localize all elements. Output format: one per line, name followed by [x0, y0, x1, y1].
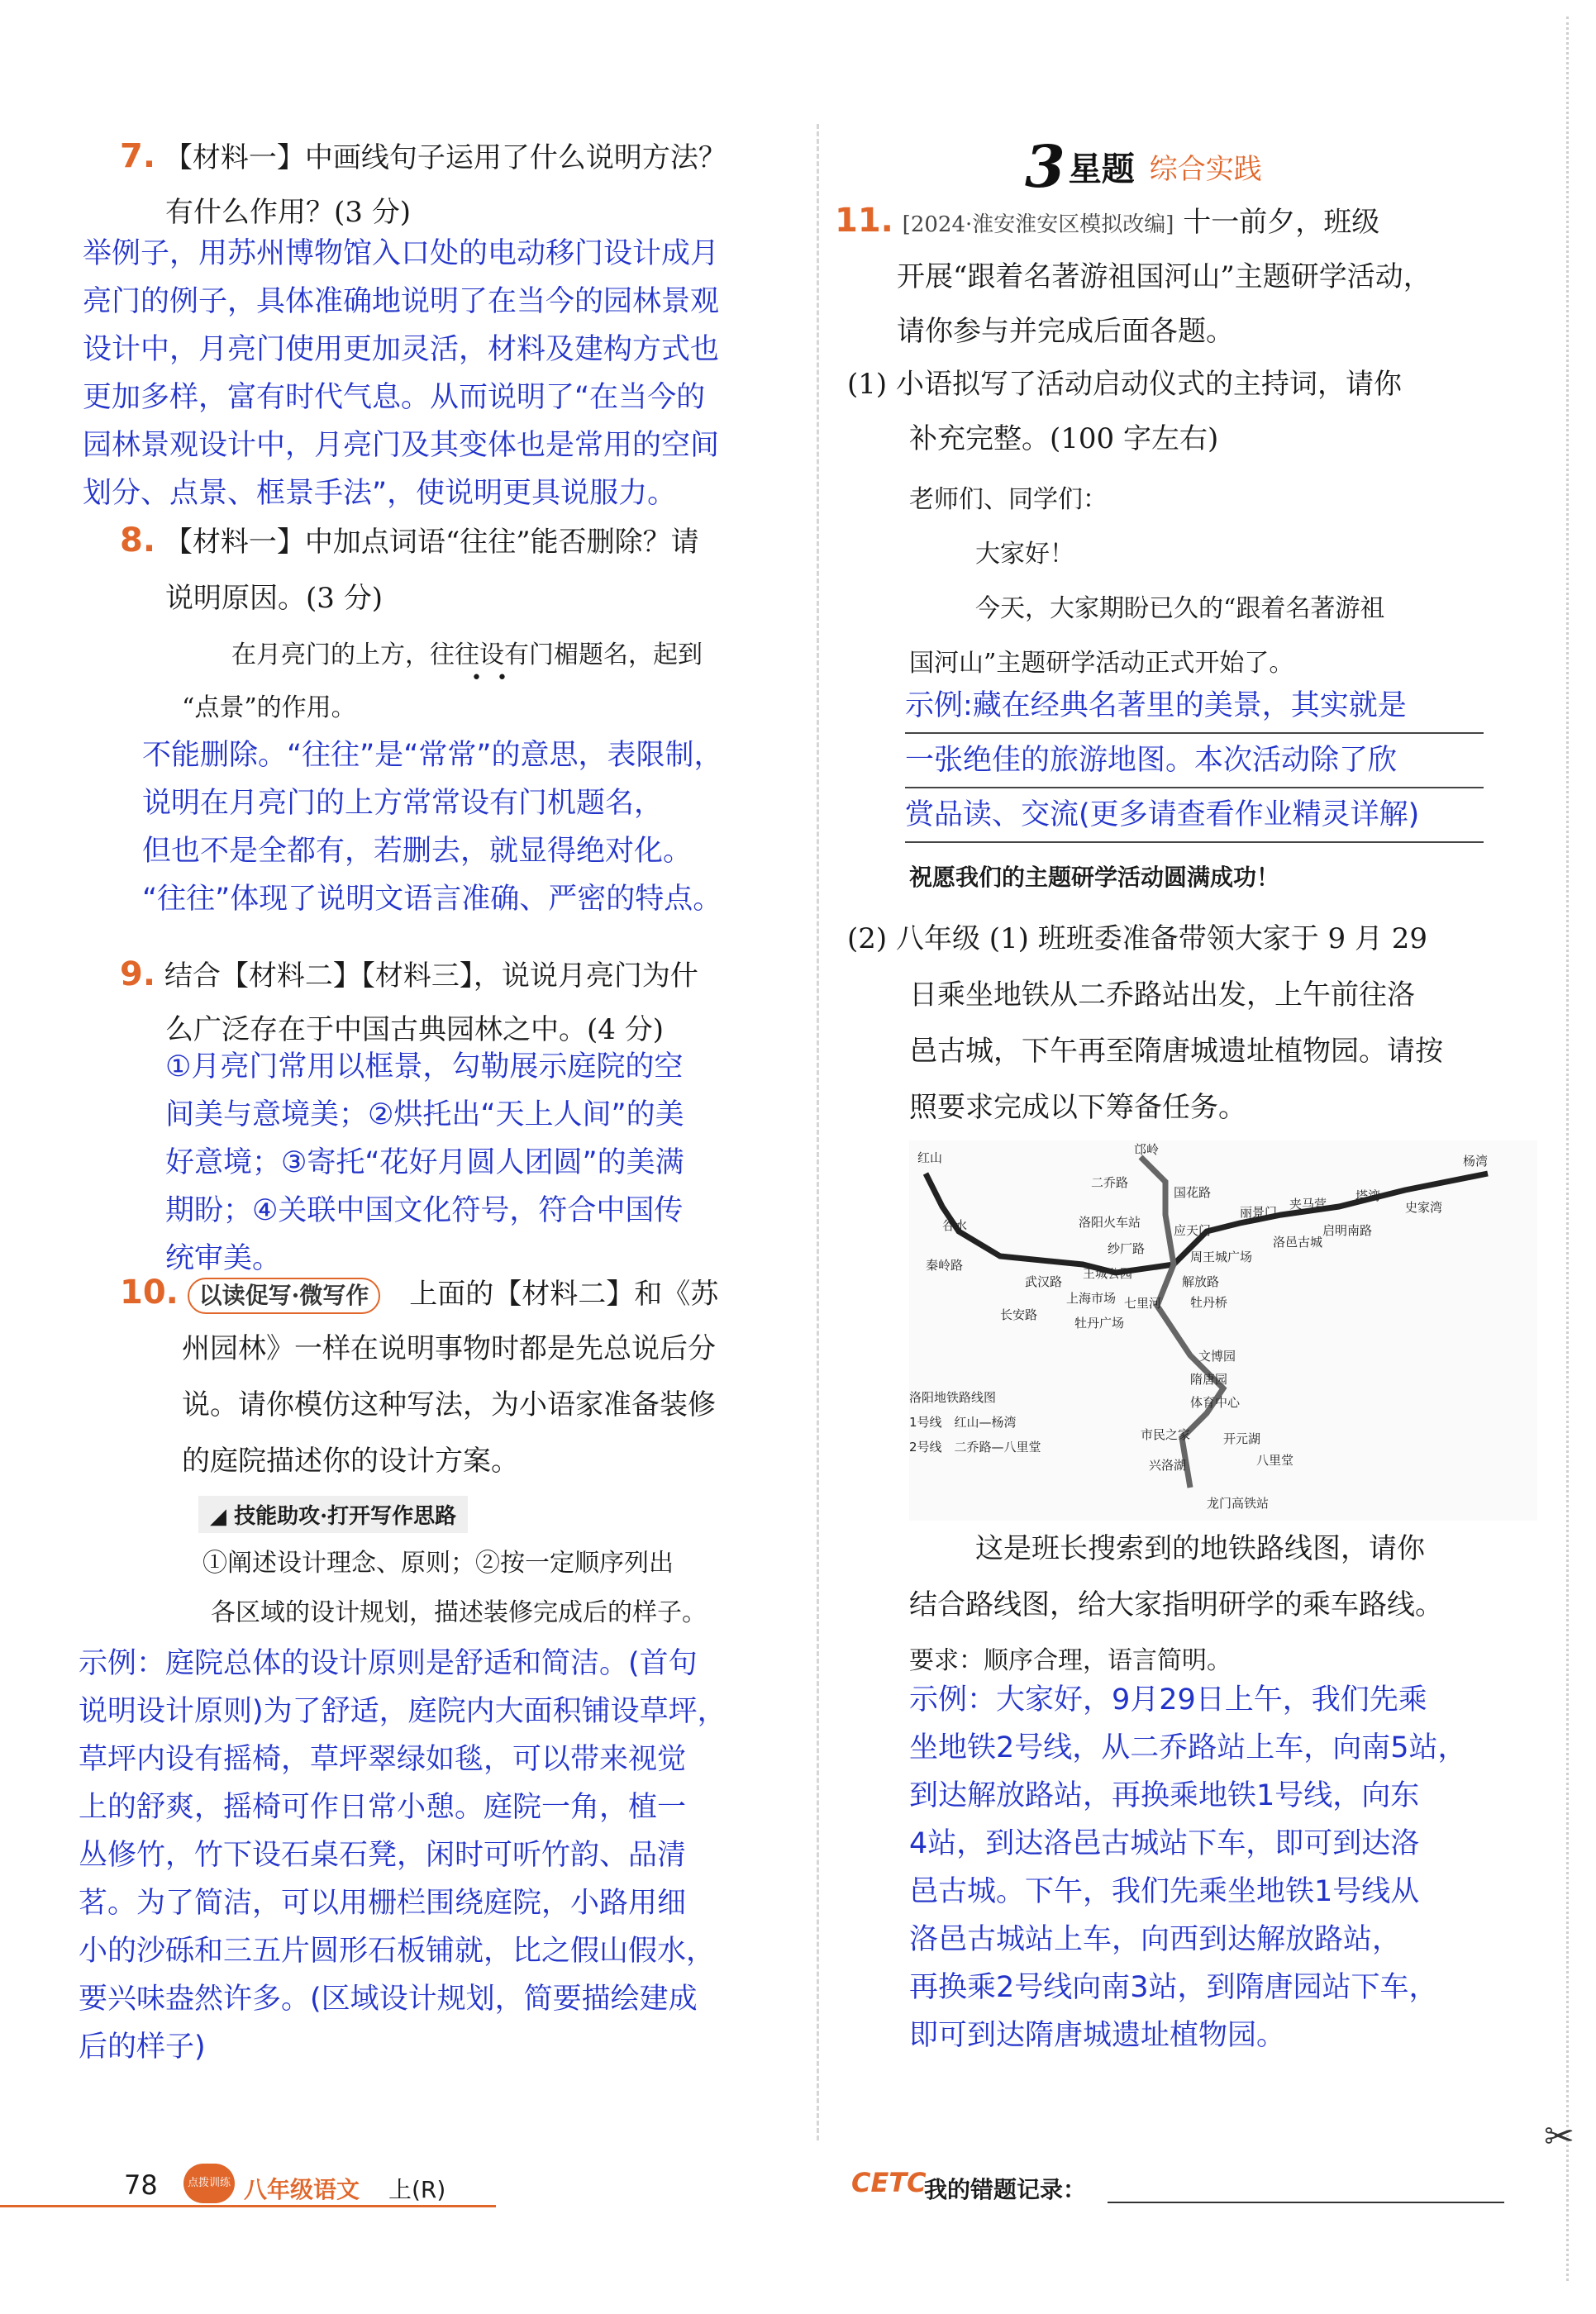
q11-answer: [909, 1676, 1537, 2059]
footer-brand: CETC: [851, 2167, 927, 2198]
answer-line: 说明在月亮门的上方常常设有门机题名，: [142, 787, 664, 820]
station-label: 周王城广场: [1190, 1250, 1253, 1264]
footer-term: 上(R): [388, 2176, 446, 2203]
q11-part-2: [847, 911, 1443, 1136]
quote-line-2: “点景”的作用。: [182, 693, 356, 722]
answer-line: 4站，到达洛邑古城站下车，即可到达洛: [909, 1827, 1420, 1860]
question-9: [120, 946, 698, 1004]
station-label: 启明南路: [1322, 1223, 1373, 1238]
q8-number: 8.: [120, 521, 156, 559]
station-label: 夹马营: [1289, 1197, 1327, 1212]
station-label: 丽景门: [1240, 1205, 1278, 1220]
answer-line: 园林景观设计中，月亮门及其变体也是常用的空间: [83, 429, 720, 462]
q10-tag: 以读促写·微写作: [188, 1278, 381, 1314]
map-title: 洛阳地铁路线图: [909, 1390, 997, 1405]
answer-line: 但也不是全都有，若删去，就显得绝对化。: [142, 835, 693, 868]
speech-answer: [905, 679, 1484, 843]
station-label: 秦岭路: [926, 1258, 964, 1273]
speech-line: 国河山”主题研学活动正式开始了。: [909, 649, 1294, 678]
answer-line: 到达解放路站，再换乘地铁1号线，向东: [909, 1779, 1420, 1812]
q10-line: 州园林》一样在说明事物时都是先总说后分: [182, 1332, 716, 1365]
answer-line: 茗。为了简洁，可以用栅栏围绕庭院，小路用细: [79, 1887, 687, 1920]
answer-line: 统审美。: [165, 1242, 282, 1275]
station-label: 洛阳火车站: [1079, 1215, 1141, 1230]
question-7: [120, 128, 727, 186]
question-10: [120, 1264, 718, 1322]
map-legend-1: 1号线 红山—杨湾: [909, 1415, 1017, 1430]
station-label: 塔湾: [1355, 1188, 1381, 1203]
q7-number: 7.: [120, 137, 156, 175]
station-label: 市民之家: [1141, 1427, 1191, 1442]
skill-header: [198, 1496, 468, 1533]
station-label: 龙门高铁站: [1207, 1496, 1270, 1511]
station-label: 七里河: [1124, 1296, 1162, 1311]
station-label: 八里堂: [1256, 1453, 1294, 1468]
part2-line: 邑古城，下午再至隋唐城遗址植物园。请按: [909, 1035, 1443, 1068]
station-label: 开元湖: [1223, 1431, 1261, 1446]
station-label: 史家湾: [1405, 1200, 1443, 1215]
station-label: 应天门: [1174, 1223, 1212, 1238]
part2-line: 日乘坐地铁从二乔路站出发，上午前往洛: [909, 978, 1415, 1012]
record-blank: [1108, 2202, 1504, 2203]
answer-line: 即可到达隋唐城遗址植物园。: [909, 2019, 1286, 2052]
q11-line: 开展“跟着名著游祖国河山”主题研学活动，: [897, 260, 1432, 293]
scissors-icon: ✂: [1544, 2116, 1575, 2158]
answer-line: 后的样子): [79, 2031, 206, 2064]
skill-line: ①阐述设计理念、原则；②按一定顺序列出: [202, 1549, 674, 1578]
after-map-line: 要求：顺序合理，语言简明。: [909, 1646, 1232, 1675]
station-label: 武汉路: [1025, 1274, 1063, 1289]
station-label: 纱厂路: [1108, 1241, 1146, 1256]
station-label: 解放路: [1182, 1274, 1220, 1289]
q11-source: [2024·淮安淮安区模拟改编]: [902, 212, 1174, 237]
answer-line: 示例：庭院总体的设计原则是舒适和简洁。(首句: [79, 1647, 698, 1680]
q11-line: 请你参与并完成后面各题。: [897, 315, 1234, 348]
answer-line: 洛邑古城站上车，向西到达解放路站，: [909, 1923, 1402, 1956]
speech-line: 大家好！: [975, 540, 1074, 569]
answer-line: 期盼；④关联中国文化符号，符合中国传: [165, 1194, 684, 1227]
q10-number: 10.: [120, 1274, 179, 1312]
answer-line: 说明设计原则)为了舒适，庭院内大面积铺设草坪，: [79, 1695, 727, 1728]
page-number: 78: [124, 2169, 158, 2201]
station-label: 王城公园: [1083, 1266, 1133, 1281]
q9-text-1: 结合【材料二】【材料三】，说说月亮门为什: [164, 959, 698, 993]
section-subtitle: 综合实践: [1149, 153, 1262, 186]
cut-line: [1566, 17, 1569, 2281]
station-label: 隋唐园: [1190, 1372, 1228, 1387]
q8-text-1: 【材料一】中加点词语“往往”能否删除？请: [164, 526, 699, 559]
answer-line: 草坪内设有摇椅，草坪翠绿如毯，可以带来视觉: [79, 1743, 687, 1776]
speech-line: 老师们、同学们：: [909, 485, 1108, 514]
q9-text-2: 么广泛存在于中国古典园林之中。(4 分): [165, 1013, 664, 1046]
footer-record: 我的错题记录：: [924, 2176, 1087, 2203]
station-label: 长安路: [1000, 1307, 1038, 1322]
after-map-line: 结合路线图，给大家指明研学的乘车路线。: [909, 1588, 1443, 1621]
question-11: [835, 193, 1379, 253]
skill-text: [202, 1539, 707, 1638]
q10-line: 说。请你模仿这种写法，为小语家准备装修: [182, 1388, 716, 1421]
metro-map: [909, 1140, 1537, 1521]
q7-text-2: 有什么作用？(3 分): [165, 196, 411, 229]
answer-line: “往往”体现了说明文语言准确、严密的特点。: [142, 883, 722, 916]
answer-line: 赏品读、交流(更多请查看作业精灵详解): [905, 788, 1484, 843]
footer-badge: 点拨训练: [183, 2164, 235, 2203]
part1-line: (1) 小语拟写了活动启动仪式的主持词，请你: [847, 368, 1402, 401]
q9-number: 9.: [120, 955, 156, 993]
answer-line: 要兴味盎然许多。(区域设计规划，简要描绘建成: [79, 1983, 698, 2016]
answer-line: 举例子，用苏州博物馆入口处的电动移门设计成月: [83, 237, 720, 270]
station-label: 体育中心: [1190, 1395, 1241, 1410]
speech-end: 祝愿我们的主题研学活动圆满成功！: [909, 864, 1280, 891]
q11-text-1: 十一前夕，班级: [1183, 206, 1380, 239]
question-8: [120, 512, 699, 570]
section-title: 星题: [1068, 150, 1135, 188]
speech: [909, 473, 1384, 691]
q7-answer: [83, 230, 810, 517]
station-label: 国花路: [1174, 1185, 1212, 1200]
station-label: 洛邑古城: [1273, 1235, 1323, 1250]
q10-line: 的庭院描述你的设计方案。: [182, 1445, 519, 1478]
q11-part-1: [847, 357, 1402, 466]
answer-line: 示例：大家好，9月29日上午，我们先乘: [909, 1683, 1427, 1716]
q10-text-rest: [182, 1321, 716, 1489]
column-divider: [817, 124, 819, 2140]
footer-rule: [0, 2205, 496, 2207]
after-map: [909, 1521, 1443, 1689]
emphasis-dots: ••: [471, 668, 522, 688]
station-label: 牡丹广场: [1074, 1316, 1125, 1331]
part1-line: 补充完整。(100 字左右): [909, 422, 1219, 455]
station-label: 二乔路: [1091, 1175, 1129, 1190]
skill-title: 技能助攻·打开写作思路: [234, 1504, 457, 1529]
section-badge: 3: [1025, 132, 1065, 201]
q8-quote: [231, 630, 703, 681]
q8-answer: [142, 731, 803, 923]
part2-line: (2) 八年级 (1) 班班委准备带领大家于 9 月 29: [847, 922, 1428, 955]
answer-line: 一张绝佳的旅游地图。本次活动除了欣: [905, 734, 1484, 788]
q11-number: 11.: [835, 202, 893, 240]
q10-answer: [79, 1640, 814, 2071]
speech-line: 今天，大家期盼已久的“跟着名著游祖: [975, 594, 1385, 623]
answer-line: 设计中，月亮门使用更加灵活，材料及建构方式也: [83, 333, 720, 366]
q8-text-2: 说明原因。(3 分): [165, 582, 383, 615]
answer-line: ①月亮门常用以框景，勾勒展示庭院的空: [165, 1050, 684, 1083]
answer-line: 更加多样，富有时代气息。从而说明了“在当今的: [83, 381, 706, 414]
answer-line: 间美与意境美；②烘托出“天上人间”的美: [165, 1098, 684, 1131]
quote-line-1: 在月亮门的上方，往往设有门楣题名，起到: [231, 640, 703, 669]
metro-lines: [909, 1140, 1537, 1521]
answer-line: 邑古城。下午，我们先乘坐地铁1号线从: [909, 1875, 1420, 1908]
station-label: 邙岭: [1134, 1142, 1160, 1157]
answer-line: 坐地铁2号线，从二乔路站上车，向南5站，: [909, 1731, 1467, 1764]
station-label: 上海市场: [1066, 1291, 1117, 1306]
section-header: [1025, 132, 1262, 201]
after-map-line: 这是班长搜索到的地铁路线图，请你: [975, 1532, 1425, 1565]
q10-text-1: 上面的【材料二】和《苏: [409, 1278, 719, 1311]
q7-text-1: 【材料一】中画线句子运用了什么说明方法？: [164, 141, 727, 174]
skill-line: 各区域的设计规划，描述装修完成后的样子。: [211, 1598, 707, 1627]
q9-answer: [165, 1043, 793, 1283]
answer-line: 亮门的例子，具体准确地说明了在当今的园林景观: [83, 285, 720, 318]
station-label: 牡丹桥: [1190, 1295, 1228, 1310]
answer-line: 示例:藏在经典名著里的美景，其实就是: [905, 679, 1484, 734]
answer-line: 小的沙砾和三五片圆形石板铺就，比之假山假水，: [79, 1935, 716, 1968]
station-label: 杨湾: [1463, 1154, 1489, 1169]
triangle-icon: ◢: [210, 1504, 226, 1529]
answer-line: 不能删除。“往往”是“常常”的意思，表限制，: [142, 739, 723, 772]
station-label: 兴洛湖: [1149, 1458, 1187, 1473]
answer-line: 好意境；③寄托“花好月圆人团圆”的美满: [165, 1146, 684, 1179]
station-label: 红山: [917, 1150, 943, 1165]
part2-line: 照要求完成以下筹备任务。: [909, 1091, 1246, 1124]
map-legend-2: 2号线 二乔路—八里堂: [909, 1440, 1041, 1455]
answer-line: 划分、点景、框景手法”，使说明更具说服力。: [83, 477, 677, 510]
answer-line: 上的舒爽，摇椅可作日常小憩。庭院一角，植一: [79, 1791, 687, 1824]
answer-line: 丛修竹，竹下设石桌石凳，闲时可听竹韵、品清: [79, 1839, 687, 1872]
station-label: 文博园: [1198, 1349, 1236, 1364]
q11-text-rest: [897, 250, 1432, 359]
footer-book: 八年级语文: [244, 2176, 360, 2203]
answer-line: 再换乘2号线向南3站，到隋唐园站下车，: [909, 1971, 1438, 2004]
station-label: 谷水: [942, 1218, 968, 1233]
